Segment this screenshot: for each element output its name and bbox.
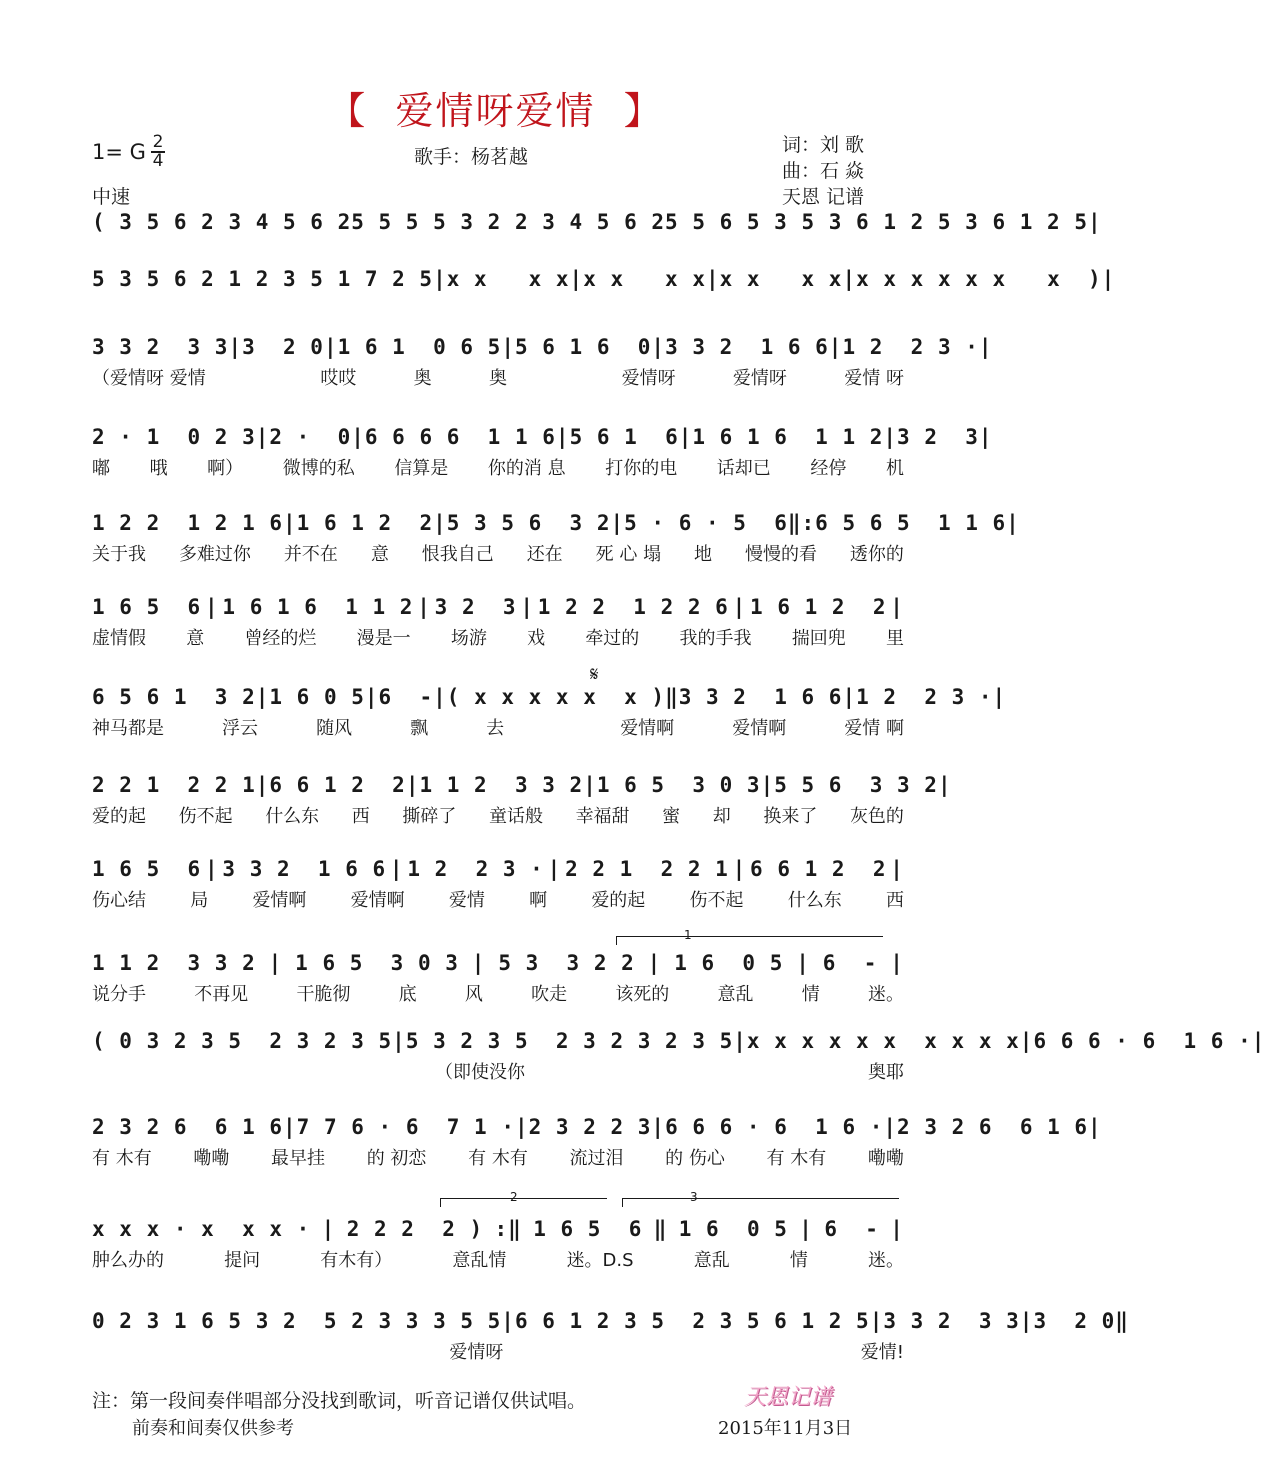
lyrics-line (92, 540, 904, 570)
lyric-word: 并不在 (283, 544, 338, 565)
lyric-word: 流过泪 (569, 1148, 624, 1169)
lyrics-line (92, 1246, 904, 1276)
lyric-word: 却 (712, 806, 731, 827)
lyrics-line (92, 714, 904, 744)
lyric-word: 伤不起 (178, 806, 233, 827)
lyric-word: 慢慢的看 (744, 544, 817, 565)
lyric-word: 哎哎 (320, 368, 357, 389)
lyric-word: 肿么办的 (92, 1250, 164, 1271)
note-group: 1 6 0 5 (674, 951, 784, 975)
note-group: 1 6 1 2 2 (296, 511, 434, 535)
note-group: | (1251, 1029, 1265, 1053)
footnote: 注：第一段间奏伴唱部分没找到歌词，听音记谱仅供试唱。 (92, 1390, 587, 1412)
notes-line (92, 205, 1102, 239)
note-group: | (890, 1217, 904, 1241)
lyric-word: 里 (885, 628, 904, 649)
note-group: | (364, 685, 379, 709)
lyric-word: 蜜 (662, 806, 681, 827)
note-group: 1 6 5 3 0 3 (596, 773, 761, 797)
notes-line (92, 330, 993, 364)
lyric-word: 奥 (413, 368, 432, 389)
note-group: | (651, 335, 666, 359)
note-group: 7 7 6 · 6 7 1 · (296, 1115, 515, 1139)
note-group: | (799, 1217, 813, 1241)
lyric-word: 底 (398, 984, 417, 1005)
note-group: 2 2 1 2 2 1 (92, 773, 256, 797)
lyric-word: 奥耶 (868, 1062, 904, 1083)
lyric-word: 童话般 (488, 806, 543, 827)
score-row (92, 852, 904, 916)
note-group: 2 2 2 2 ) (346, 1217, 484, 1241)
note-group: | (417, 595, 431, 619)
lyric-word: 信算是 (394, 458, 449, 479)
note-group: ‖: (787, 511, 816, 535)
lyric-word: 浮云 (222, 718, 259, 739)
lyric-word: 有 木有 (766, 1148, 827, 1169)
note-group: | (514, 1115, 529, 1139)
lyric-word: 迷。D.S (566, 1250, 634, 1271)
note-group: x x x x x x x x x x (746, 1029, 1020, 1053)
note-group: | (647, 951, 662, 975)
lyrics-line (92, 364, 904, 394)
score-row (92, 262, 1116, 296)
volta-label-2: 2 (510, 1190, 518, 1204)
note-group: | (705, 267, 720, 291)
lyricist: 词：刘 歌 (782, 134, 865, 156)
lyric-word: 多难过你 (178, 544, 251, 565)
lyric-word: 场游 (450, 628, 487, 649)
lyric-word: 爱情 啊 (844, 718, 904, 739)
note-group: | (732, 595, 747, 619)
lyric-word: 意 (186, 628, 205, 649)
notes-line (92, 768, 952, 802)
score-row (92, 1110, 1102, 1174)
lyric-word: 嘞嘞 (193, 1148, 230, 1169)
note-group: | (828, 335, 843, 359)
lyric-word: 关于我 (92, 544, 146, 565)
note-group: 1 1 2 3 3 2 (419, 773, 584, 797)
note-group: 1 2 2 3 · (856, 685, 993, 709)
lyric-word: 机 (885, 458, 904, 479)
volta-label-3: 3 (690, 1190, 698, 1204)
score-row (92, 1024, 1265, 1088)
note-group: | (283, 511, 297, 535)
note-group: 5 6 1 6 0 (514, 335, 652, 359)
note-group: ( x x x x x x ) (446, 685, 666, 709)
note-group: 1 6 5 6 (533, 1217, 643, 1241)
note-group: 3 2 3 (897, 425, 979, 449)
notes-line (92, 946, 904, 980)
note-group: 2 2 1 2 2 1 (565, 857, 729, 881)
lyrics-line (92, 980, 904, 1010)
note-group: 2 3 2 6 6 1 6 (897, 1115, 1089, 1139)
notes-line (92, 506, 1020, 540)
note-group: 5 3 5 6 3 2 (446, 511, 611, 535)
score-row (92, 590, 904, 654)
note-group: 2 · 1 0 2 3 (92, 425, 256, 449)
note-group: | (733, 1029, 747, 1053)
composer: 曲：石 焱 (782, 160, 865, 182)
lyric-word: 迷。 (867, 984, 904, 1005)
note-group: 3 2 0 (242, 335, 324, 359)
note-group: | (796, 951, 810, 975)
brand-watermark: 天恩记谱 (744, 1385, 833, 1410)
note-group: 3 3 2 1 6 6 (222, 857, 387, 881)
key-signature: 1= G (92, 140, 146, 164)
notes-line (92, 1110, 1102, 1144)
lyric-word: 不再见 (194, 984, 249, 1005)
note-group: 5 · 6 · 5 6 (624, 511, 788, 535)
lyric-word: 哦 (149, 458, 168, 479)
note-group: 2 · 0 (269, 425, 352, 449)
note-group: 6 - (824, 1217, 879, 1241)
lyric-word: 戏 (527, 628, 546, 649)
lyric-word: 爱情呀 (449, 1342, 504, 1363)
note-group: x x x x (583, 267, 706, 291)
lyric-word: 去 (486, 718, 505, 739)
footnote-secondary: 前奏和间奏仅供参考 (132, 1418, 294, 1439)
note-group: 6 6 6 6 1 1 6 (364, 425, 556, 449)
note-group: | (978, 335, 993, 359)
volta-label-1: 1 (684, 928, 692, 942)
note-group: | (890, 951, 904, 975)
lyric-word: 嘞嘞 (867, 1148, 904, 1169)
lyrics-line (92, 624, 904, 654)
lyric-word: 爱情! (860, 1342, 904, 1363)
lyric-word: 揣回兜 (791, 628, 846, 649)
lyrics-line (92, 1058, 904, 1088)
lyric-word: 微博的私 (282, 458, 355, 479)
note-group: | (204, 857, 219, 881)
note-group: 6 6 1 2 2 (269, 773, 406, 797)
lyric-word: 提问 (224, 1250, 261, 1271)
lyric-word: 局 (190, 890, 209, 911)
note-group: ‖ (1115, 1309, 1129, 1333)
lyric-word: 死 心 塌 (595, 544, 662, 565)
score-row (92, 506, 1020, 570)
lyrics-line (92, 886, 904, 916)
note-group: 1 6 5 6 (92, 595, 202, 619)
note-group: | (1088, 1115, 1102, 1139)
note-group: | (842, 685, 857, 709)
note-group: | (255, 685, 270, 709)
note-group: | (1019, 1309, 1034, 1333)
note-group: 6 6 6 · 6 1 6 · (1033, 1029, 1252, 1053)
lyric-word: 伤不起 (689, 890, 744, 911)
lyric-word: 风 (464, 984, 483, 1005)
note-group: | (323, 335, 338, 359)
lyric-word: （即使没你 (435, 1062, 525, 1083)
lyric-word: 有 木有 (468, 1148, 528, 1169)
note-group: 1 2 2 3 · (842, 335, 979, 359)
lyric-word: 什么东 (265, 806, 320, 827)
note-group: | (255, 425, 270, 449)
score-row (92, 1212, 904, 1276)
notes-line (92, 1024, 1265, 1058)
lyric-word: 爱情啊 (620, 718, 675, 739)
lyric-word: 牵过的 (585, 628, 640, 649)
note-group: 6 5 6 5 1 1 6 (815, 511, 1007, 535)
note-group: 1 6 1 2 2 (750, 595, 887, 619)
note-group: x x x x (446, 267, 570, 291)
lyric-word: 爱情呀 (732, 368, 787, 389)
note-group: | (283, 1115, 297, 1139)
lyric-word: （爱情呀 爱情 (92, 368, 206, 389)
note-group: | (678, 425, 693, 449)
lyric-word: 还在 (526, 544, 563, 565)
note-group: 5 3 2 3 5 2 3 2 3 2 3 5 (405, 1029, 734, 1053)
note-group: | (890, 857, 904, 881)
song-title: 【 爱情呀爱情 】 (327, 89, 664, 133)
lyric-word: 飘 (410, 718, 429, 739)
note-group: | (1101, 267, 1116, 291)
note-group: ( 0 3 2 3 5 2 3 2 3 5 (92, 1029, 393, 1053)
time-top: 2 (152, 132, 164, 152)
note-group: | (1087, 210, 1102, 234)
note-group: 3 3 2 1 6 6 (665, 335, 829, 359)
lyric-word: 意乱 (693, 1250, 730, 1271)
lyric-word: 干脆彻 (296, 984, 351, 1005)
lyric-word: 爱的起 (92, 806, 146, 827)
note-group: 2 3 2 6 6 1 6 (92, 1115, 284, 1139)
tempo: 中速 (92, 186, 131, 208)
note-group: | (937, 773, 952, 797)
lyric-word: 吹走 (531, 984, 568, 1005)
note-group: x x x x x x x ) (856, 267, 1102, 291)
note-group: | (883, 425, 898, 449)
notes-line (92, 1304, 1129, 1338)
note-group: | (351, 425, 365, 449)
note-group: | (433, 685, 447, 709)
note-group: 6 6 1 2 2 (750, 857, 887, 881)
lyric-word: 爱情 (448, 890, 485, 911)
note-group: 3 5 6 2 3 4 5 6 2 (119, 210, 352, 234)
note-group: | (433, 511, 447, 535)
note-group: | (890, 595, 904, 619)
note-group: | (268, 951, 283, 975)
lyric-word: 恨我自己 (421, 544, 494, 565)
lyric-word: 说分手 (92, 984, 146, 1005)
note-group: 5 5 5 5 3 2 2 3 4 5 6 2 (351, 210, 666, 234)
volta-bracket-2 (440, 1198, 607, 1207)
note-group: | (204, 595, 219, 619)
lyric-word: 意乱情 (452, 1250, 507, 1271)
note-group: 1 2 2 3 · (407, 857, 544, 881)
note-group: | (228, 335, 243, 359)
note-group: 3 2 3 (434, 595, 517, 619)
note-group: | (869, 1309, 884, 1333)
lyric-word: 神马都是 (92, 718, 164, 739)
note-group: 6 6 1 2 3 5 2 3 5 6 1 2 5 (514, 1309, 870, 1333)
note-group: | (842, 267, 857, 291)
lyric-word: 你的消 息 (487, 458, 566, 479)
note-group: | (389, 857, 404, 881)
note-group: 5 5 6 5 3 5 3 6 1 2 5 3 6 1 2 5 (665, 210, 1088, 234)
note-group: 5 5 6 3 3 2 (774, 773, 938, 797)
lyric-word: 灰色的 (849, 806, 904, 827)
note-group: 2 3 2 2 3 (528, 1115, 652, 1139)
note-group: | (501, 1309, 515, 1333)
note-group: 1 6 0 5 (678, 1217, 788, 1241)
lyric-word: 意乱 (717, 984, 754, 1005)
note-group: | (651, 1115, 666, 1139)
notes-line (92, 420, 993, 454)
notes-line (92, 1212, 904, 1246)
lyric-word: 嘟 (92, 458, 110, 479)
volta-bracket-3 (622, 1198, 899, 1207)
score-row (92, 420, 993, 484)
lyric-word: 的 伤心 (665, 1148, 725, 1169)
note-group: 3 2 0 (1033, 1309, 1116, 1333)
note-group: | (501, 335, 515, 359)
transcriber: 天恩 记谱 (782, 186, 865, 208)
note-group: | (471, 951, 486, 975)
note-group: 5 3 5 6 2 1 2 3 5 1 7 2 5 (92, 267, 434, 291)
note-group: 6 5 6 1 3 2 (92, 685, 256, 709)
note-group: 1 2 2 1 2 1 6 (92, 511, 284, 535)
lyric-word: 的 初恋 (366, 1148, 427, 1169)
lyric-word: 爱情呀 (621, 368, 676, 389)
note-group: | (405, 773, 420, 797)
lyric-word: 迷。 (868, 1250, 904, 1271)
note-group: 6 - (378, 685, 434, 709)
time-bottom: 4 (152, 151, 164, 171)
note-group: 5 3 3 2 2 (498, 951, 635, 975)
note-group: | (569, 267, 584, 291)
note-group: | (610, 511, 625, 535)
note-group: 1 1 2 3 3 2 (92, 951, 256, 975)
volta-bracket-1 (616, 936, 883, 945)
lyric-word: 地 (694, 544, 713, 565)
note-group: 6 6 6 · 6 1 6 · (665, 1115, 884, 1139)
lyric-word: 啊 (529, 890, 548, 911)
lyrics-line (92, 1144, 904, 1174)
singer: 歌手：杨茗越 (414, 146, 529, 168)
score-row (92, 1304, 1129, 1368)
lyrics-line (92, 802, 904, 832)
lyric-word: 啊） (207, 458, 244, 479)
note-group: 1 6 5 6 (92, 857, 202, 881)
note-group: | (732, 857, 747, 881)
lyric-word: 随风 (316, 718, 353, 739)
note-group: | (392, 1029, 406, 1053)
lyric-word: 曾经的烂 (244, 628, 317, 649)
note-group: :‖ (494, 1217, 522, 1241)
lyric-word: 意 (370, 544, 389, 565)
note-group: 3 3 2 3 3 (92, 335, 229, 359)
note-group: 5 6 1 6 (569, 425, 679, 449)
lyric-word: 我的手我 (679, 628, 752, 649)
lyric-word: 漫是一 (356, 628, 411, 649)
lyrics-line (92, 454, 904, 484)
lyric-word: 西 (351, 806, 370, 827)
note-group: | (978, 425, 993, 449)
note-group: | (883, 1115, 898, 1139)
note-group: | (321, 1217, 336, 1241)
lyric-word: 有 木有 (92, 1148, 152, 1169)
notes-line (92, 680, 1007, 714)
lyric-word: 该死的 (615, 984, 670, 1005)
lyric-word: 最早挂 (271, 1148, 326, 1169)
note-group: ‖ (653, 1217, 668, 1241)
note-group: 1 6 0 5 (269, 685, 365, 709)
time-signature (150, 134, 166, 170)
note-group: | (555, 425, 570, 449)
note-group: 6 - (822, 951, 878, 975)
lyric-word: 爱情啊 (252, 890, 307, 911)
note-group: | (433, 267, 447, 291)
note-group: | (992, 685, 1007, 709)
note-group: 3 3 2 3 3 (883, 1309, 1020, 1333)
lyric-word: 透你的 (849, 544, 904, 565)
lyric-word: 情 (789, 1250, 808, 1271)
score-row (92, 205, 1102, 239)
date: 2015年11月3日 (718, 1418, 853, 1439)
note-group: | (255, 773, 270, 797)
score-row (92, 330, 993, 394)
lyric-word: 撕碎了 (402, 806, 457, 827)
note-group: 3 3 2 1 6 6 (678, 685, 843, 709)
lyric-word: 西 (885, 890, 904, 911)
note-group: 1 6 5 3 0 3 (295, 951, 459, 975)
note-group: x x x · x x x · (92, 1217, 311, 1241)
note-group: 0 2 3 1 6 5 3 2 5 2 3 3 3 5 5 (92, 1309, 502, 1333)
lyrics-line (92, 1338, 904, 1368)
lyric-word: 情 (801, 984, 820, 1005)
lyric-word: 伤心结 (92, 890, 146, 911)
lyric-word: 有木有） (320, 1250, 393, 1271)
note-group: 1 2 2 1 2 2 6 (537, 595, 729, 619)
notes-line (92, 590, 904, 624)
segno-sign: 𝄋 (590, 662, 599, 686)
score-row (92, 768, 952, 832)
note-group: | (583, 773, 597, 797)
note-group: ( (92, 210, 120, 234)
lyric-word: 换来了 (763, 806, 818, 827)
lyric-word: 爱的起 (591, 890, 646, 911)
lyric-word: 爱情啊 (350, 890, 405, 911)
score-row (92, 946, 904, 1010)
note-group: | (547, 857, 562, 881)
note-group: 1 6 1 0 6 5 (337, 335, 502, 359)
note-group: | (520, 595, 534, 619)
note-group: | (1019, 1029, 1034, 1053)
score-row (92, 680, 1007, 744)
lyric-word: 话却已 (716, 458, 771, 479)
note-group: ‖ (665, 685, 679, 709)
note-group: 1 6 1 6 1 1 2 (692, 425, 884, 449)
notes-line (92, 262, 1116, 296)
note-group: | (1006, 511, 1020, 535)
lyric-word: 爱情 呀 (844, 368, 904, 389)
lyric-word: 打你的电 (605, 458, 678, 479)
lyric-word: 奥 (488, 368, 507, 389)
lyric-word: 虚情假 (92, 628, 146, 649)
lyric-word: 爱情啊 (732, 718, 787, 739)
notes-line (92, 852, 904, 886)
lyric-word: 经停 (810, 458, 847, 479)
note-group: | (760, 773, 775, 797)
lyric-word: 幸福甜 (575, 806, 630, 827)
note-group: x x x x (719, 267, 843, 291)
lyric-word: 什么东 (787, 890, 842, 911)
note-group: 1 6 1 6 1 1 2 (222, 595, 414, 619)
